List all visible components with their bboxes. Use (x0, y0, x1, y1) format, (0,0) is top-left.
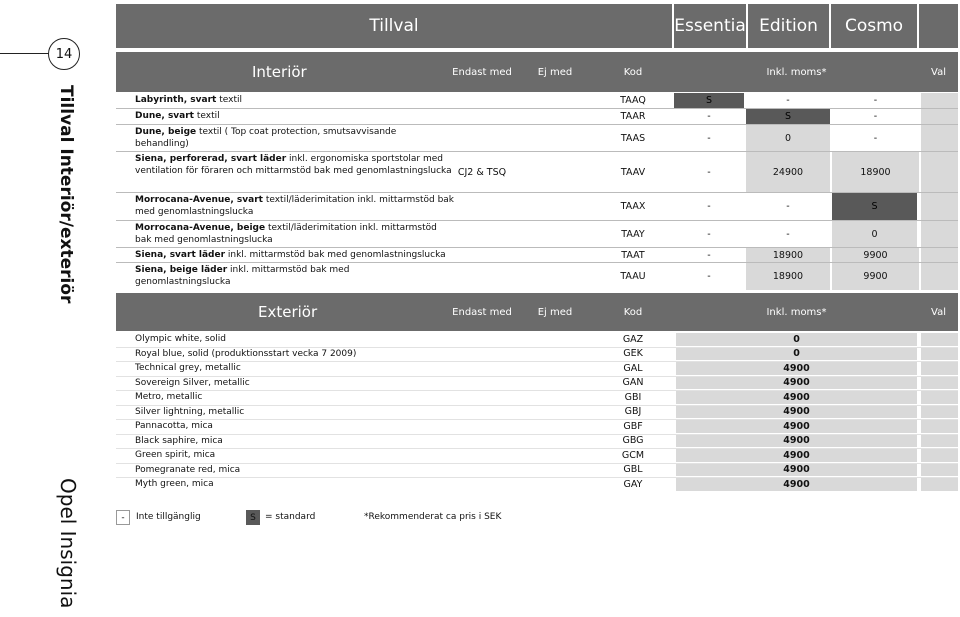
interior-row-kod: TAAS (620, 132, 646, 144)
edition-cell: 0 (746, 125, 830, 151)
val-checkbox[interactable] (921, 263, 958, 290)
interior-row (116, 93, 958, 108)
interior-row (116, 193, 958, 220)
interior-row-endast-med: CJ2 & TSQ (457, 166, 507, 178)
page-number-line (0, 53, 49, 54)
exterior-title: Exteriör (258, 303, 318, 321)
exterior-col-kod: Kod (623, 306, 643, 318)
exterior-row (116, 477, 958, 492)
interior-row-desc: Dune, beige textil ( Top coat protection, smutsavvisande behandling) (135, 127, 397, 149)
val-checkbox[interactable] (921, 193, 958, 220)
exterior-row-price: 4900 (676, 435, 917, 448)
exterior-col-ej-med: Ej med (537, 306, 573, 318)
interior-row (116, 248, 958, 262)
exterior-col-price: Inkl. moms* (766, 306, 827, 318)
header-tillval (116, 4, 672, 48)
exterior-row-kod: GBJ (624, 406, 642, 418)
interior-row-desc: Morrocana-Avenue, svart textil/läderimitation inkl. mittarmstöd bak med genomlastningslucka (135, 195, 455, 217)
essentia-cell: - (707, 271, 711, 282)
interior-row-desc: Morrocana-Avenue, beige textil/läderimitation inkl. mittarmstöd bak med genomlastningslucka (135, 223, 437, 245)
val-checkbox[interactable] (921, 406, 958, 419)
exterior-col-val: Val (931, 306, 946, 318)
interior-row (116, 221, 958, 247)
legend-price-note: *Rekommenderat ca pris i SEK (364, 512, 502, 522)
header-cosmo (831, 4, 917, 48)
exterior-row-kod: GBI (624, 391, 642, 403)
interior-row-kod: TAAU (620, 271, 646, 282)
exterior-row-price: 4900 (676, 406, 917, 419)
exterior-row (116, 347, 958, 362)
val-checkbox[interactable] (921, 248, 958, 262)
cosmo-cell: - (873, 95, 878, 106)
exterior-row-kod: GBG (622, 435, 644, 447)
exterior-row-name: Pannacotta, mica (135, 421, 213, 431)
exterior-row (116, 405, 958, 420)
val-checkbox[interactable] (921, 333, 958, 346)
val-checkbox[interactable] (921, 348, 958, 361)
page-number: 14 (48, 38, 80, 70)
val-checkbox[interactable] (921, 377, 958, 390)
essentia-cell: - (707, 166, 711, 178)
exterior-row-name: Olympic white, solid (135, 334, 226, 344)
edition-cell: 18900 (746, 248, 830, 262)
essentia-cell: - (707, 111, 711, 122)
exterior-row-price: 4900 (676, 420, 917, 433)
val-checkbox[interactable] (921, 125, 958, 151)
essentia-cell: - (707, 228, 711, 240)
header-cosmo-label: Cosmo (844, 16, 904, 36)
cosmo-cell: 0 (832, 221, 917, 247)
exterior-row-name: Technical grey, metallic (135, 363, 241, 373)
interior-col-price: Inkl. moms* (766, 66, 827, 78)
exterior-row (116, 376, 958, 391)
cosmo-cell: S (832, 193, 917, 220)
essentia-cell: - (707, 132, 711, 144)
essentia-cell: - (707, 249, 711, 261)
interior-row (116, 263, 958, 290)
exterior-row-name: Royal blue, solid (produktionsstart vecka 7 2009) (135, 348, 357, 359)
interior-title: Interiör (252, 63, 307, 81)
interior-row-kod: TAAT (621, 249, 645, 261)
legend-dash-symbol: - (121, 512, 125, 523)
header-essentia-label: Essentia (674, 16, 746, 36)
val-checkbox[interactable] (921, 362, 958, 375)
exterior-row-price: 4900 (676, 391, 917, 404)
header-blank (919, 4, 958, 48)
edition-cell: 24900 (746, 152, 830, 192)
legend-s-box (246, 510, 260, 525)
interior-col-ej-med: Ej med (537, 66, 573, 78)
exterior-row (116, 448, 958, 463)
exterior-row-kod: GAZ (622, 333, 644, 345)
val-checkbox[interactable] (921, 391, 958, 404)
exterior-row (116, 332, 958, 347)
interior-row-kod: TAAV (620, 166, 646, 178)
exterior-col-endast-med: Endast med (452, 306, 512, 318)
exterior-row-price: 4900 (676, 464, 917, 477)
header-edition (748, 4, 829, 48)
exterior-row-name: Metro, metallic (135, 392, 203, 402)
header-edition-label: Edition (759, 16, 818, 36)
val-checkbox[interactable] (921, 152, 958, 192)
val-checkbox[interactable] (921, 478, 958, 491)
legend-s-symbol: S (250, 512, 256, 523)
exterior-row-price: 4900 (676, 377, 917, 390)
exterior-row-kod: GCM (621, 449, 645, 461)
exterior-row-name: Myth green, mica (135, 479, 214, 489)
exterior-row-kod: GAN (622, 377, 644, 389)
exterior-header (116, 293, 958, 331)
exterior-row (116, 390, 958, 405)
val-checkbox[interactable] (921, 449, 958, 462)
exterior-row (116, 463, 958, 478)
interior-row (116, 152, 958, 192)
interior-col-endast-med: Endast med (452, 66, 512, 78)
header-essentia (674, 4, 746, 48)
exterior-row-kod: GEK (623, 348, 643, 360)
essentia-cell: S (674, 93, 744, 108)
exterior-row-price: 4900 (676, 449, 917, 462)
edition-cell: 18900 (746, 263, 830, 290)
interior-row-desc: Siena, beige läder inkl. mittarmstöd bak med genomlastningslucka (135, 265, 350, 287)
exterior-row-price: 4900 (676, 362, 917, 375)
exterior-row-name: Pomegranate red, mica (135, 464, 241, 475)
interior-col-val: Val (931, 66, 946, 78)
interior-col-kod: Kod (623, 66, 643, 78)
exterior-row-price: 4900 (676, 478, 917, 491)
side-brand-title: Opel Insignia (56, 478, 80, 609)
cosmo-cell: 18900 (832, 152, 919, 192)
val-checkbox[interactable] (921, 93, 958, 108)
interior-row (116, 125, 958, 151)
exterior-row-name: Silver lightning, metallic (135, 406, 245, 417)
exterior-row (116, 434, 958, 449)
side-section-title: Tillval Interiör/exteriör (56, 85, 76, 304)
legend-s-text: = standard (265, 512, 316, 522)
exterior-row-kod: GAL (623, 362, 643, 374)
header-tillval-label: Tillval (369, 16, 419, 36)
exterior-row-price: 0 (676, 333, 917, 346)
legend-dash-text: Inte tillgänglig (136, 512, 201, 522)
val-checkbox[interactable] (921, 109, 958, 124)
exterior-row-name: Green spirit, mica (135, 450, 216, 460)
edition-cell: - (786, 95, 790, 106)
val-checkbox[interactable] (921, 420, 958, 433)
cosmo-cell: 9900 (832, 248, 919, 262)
exterior-row (116, 361, 958, 376)
interior-row-kod: TAAR (620, 111, 646, 122)
interior-row-kod: TAAY (621, 228, 645, 240)
edition-cell: - (786, 201, 790, 212)
exterior-row-kod: GBF (623, 420, 643, 432)
exterior-row-kod: GAY (623, 478, 643, 490)
exterior-row-price: 0 (676, 348, 917, 361)
interior-header (116, 52, 958, 92)
interior-row-kod: TAAQ (620, 95, 646, 106)
edition-cell: - (786, 228, 790, 240)
exterior-row-kod: GBL (623, 464, 643, 476)
exterior-row-name: Black saphire, mica (135, 435, 223, 446)
val-checkbox[interactable] (921, 221, 958, 247)
interior-row-kod: TAAX (620, 201, 646, 212)
interior-row-desc: Dune, svart textil (135, 111, 220, 121)
cosmo-cell: 9900 (832, 263, 919, 290)
val-checkbox[interactable] (921, 464, 958, 477)
val-checkbox[interactable] (921, 435, 958, 448)
essentia-cell: - (707, 201, 711, 212)
cosmo-cell: - (873, 132, 878, 144)
cosmo-cell: - (873, 111, 878, 122)
interior-row (116, 109, 958, 124)
interior-row-desc: Labyrinth, svart textil (135, 95, 242, 105)
exterior-row-name: Sovereign Silver, metallic (135, 377, 250, 388)
legend-dash-box (116, 510, 130, 525)
interior-row-desc: Siena, svart läder inkl. mittarmstöd bak med genomlastningslucka (135, 250, 446, 260)
edition-cell: S (746, 109, 830, 124)
interior-row-desc: Siena, perforerad, svart läder inkl. ergonomiska sportstolar med ventilation för föraren och mittarmstöd bak med genomlastningslucka (135, 154, 452, 176)
exterior-row (116, 419, 958, 434)
